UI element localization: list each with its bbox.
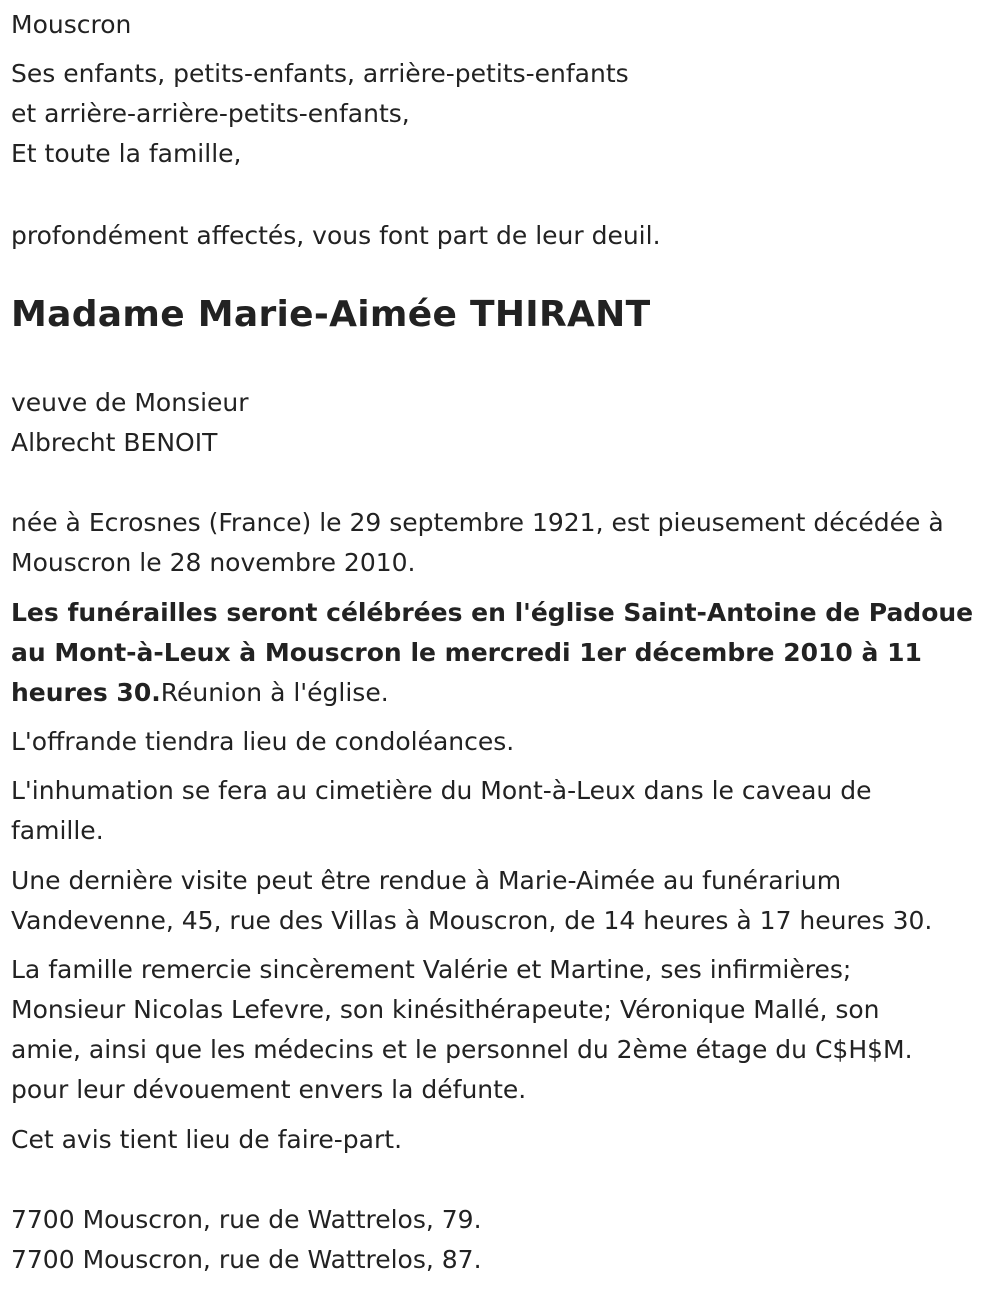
announcers-line: et arrière-arrière-petits-enfants, (11, 99, 410, 128)
funeral-time: heures 30. (11, 678, 161, 707)
thanks-block (11, 950, 996, 1110)
funeral-block (11, 593, 996, 713)
announcers-line: Ses enfants, petits-enfants, arrière-petits-enfants (11, 59, 629, 88)
location-text: Mouscron (11, 10, 132, 39)
burial-line: L'inhumation se fera au cimetière du Mont-à-Leux dans le caveau de (11, 776, 872, 805)
announcers-line: Et toute la famille, (11, 139, 242, 168)
address-line: 7700 Mouscron, rue de Wattrelos, 79. (11, 1205, 482, 1234)
birth-death-line: Mouscron le 28 novembre 2010. (11, 548, 416, 577)
thanks-line: amie, ainsi que les médecins et le personnel du 2ème étage du C$H$M. (11, 1035, 913, 1064)
announcers-block (11, 54, 996, 174)
deceased-name-text: Madame Marie-Aimée THIRANT (11, 294, 651, 335)
burial-block (11, 771, 996, 851)
funeral-line: Les funérailles seront célébrées en l'église Saint-Antoine de Padoue (11, 598, 974, 627)
visit-line: Vandevenne, 45, rue des Villas à Mouscron, de 14 heures à 17 heures 30. (11, 906, 933, 935)
offering-line: L'offrande tiendra lieu de condoléances. (11, 727, 515, 756)
funeral-gathering: Réunion à l'église. (160, 678, 389, 707)
notice-text (11, 1120, 996, 1160)
address-line: 7700 Mouscron, rue de Wattrelos, 87. (11, 1245, 482, 1274)
thanks-line: Monsieur Nicolas Lefevre, son kinésithérapeute; Véronique Mallé, son (11, 995, 880, 1024)
spouse-block (11, 383, 996, 463)
deceased-name (11, 293, 996, 337)
location-label (11, 5, 996, 45)
thanks-line: pour leur dévouement envers la défunte. (11, 1075, 527, 1104)
birth-death-block (11, 503, 996, 583)
visit-block (11, 861, 996, 941)
intro-line: profondément affectés, vous font part de leur deuil. (11, 221, 661, 250)
intro-text (11, 216, 996, 256)
funeral-last-line (11, 673, 996, 713)
thanks-line: La famille remercie sincèrement Valérie et Martine, ses infirmières; (11, 955, 852, 984)
birth-death-line: née à Ecrosnes (France) le 29 septembre 1921, est pieusement décédée à (11, 508, 944, 537)
funeral-line: au Mont-à-Leux à Mouscron le mercredi 1er décembre 2010 à 11 (11, 638, 922, 667)
spouse-line: veuve de Monsieur (11, 388, 249, 417)
visit-line: Une dernière visite peut être rendue à Marie-Aimée au funérarium (11, 866, 842, 895)
notice-line: Cet avis tient lieu de faire-part. (11, 1125, 403, 1154)
addresses-block (11, 1200, 996, 1280)
offering-text (11, 722, 996, 762)
burial-line: famille. (11, 816, 104, 845)
spouse-line: Albrecht BENOIT (11, 428, 218, 457)
